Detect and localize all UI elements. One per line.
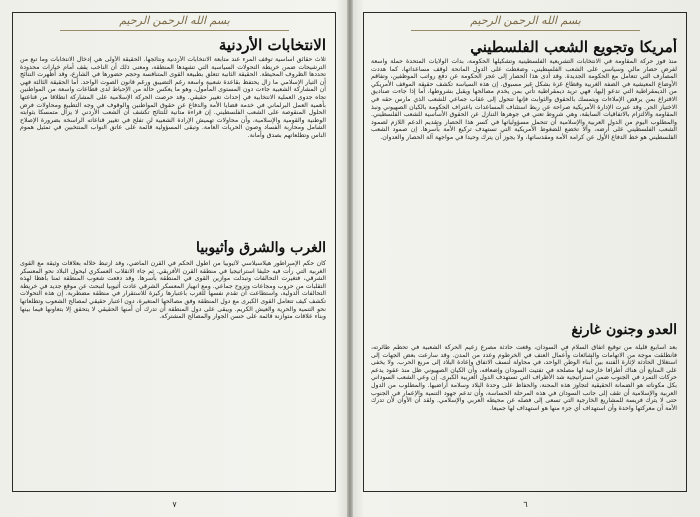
right-basmala-calligraphy: بسم الله الرحمن الرحيم [470,14,581,27]
right-section-2-body: بعد أسابيع قليلة من توقيع اتفاق السلام في السودان، وقعت حادثة مصرع زعيم الحركة الشعبية في تحطم طائرته، فانطلقت موجة من الاتهامات والشائعات وأعمال العنف في الخرطوم وعدد من المدن. وقد سارعت بعض الجهات إلى استغلال الحادثة لإثارة الفتنة بين أبناء الوطن الواحد، في محاولة لنسف الاتفاق وإعادة البلاد إلى مربع الحرب. ولا يخفى على المتابع أن هناك أطرافا خارجية لها مصلحة في تفتيت السودان وإضعافه، وأن الكيان الصهيوني ظل منذ عقود يدعم حركات التمرد في الجنوب ضمن استراتيجية شد الأطراف التي تستهدف الدول العربية الكبرى. إن وعي الشعب السوداني بكل مكوناته هو الضمانة الحقيقية لتجاوز هذه المحنة، والحفاظ على وحدة البلاد وسلامة أراضيها. والمطلوب من الدول العربية والإسلامية أن تقف إلى جانب السودان في هذه المرحلة الحساسة، وأن تدعم جهود التنمية والإعمار في الجنوب حتى لا يترك فريسة للمشاريع الخارجية التي تسعى إلى فصله عن محيطه العربي والإسلامي. ولقد آن الأوان لأن تدرك الأمة أن معركتها واحدة وأن استهداف أي جزء منها هو استهداف لها جميعا. [371,344,677,412]
right-section-1-title: أمريكا وتجويع الشعب الفلسطيني [470,38,677,56]
right-section-1-body: منذ فوز حركة المقاومة في الانتخابات التشريعية الفلسطينية وتشكيلها الحكومة، بدأت الولايات المتحدة حملة واسعة لفرض حصار مالي وسياسي على الشعب الفلسطيني، وضغطت على الدول المانحة لوقف مساعداتها، كما هددت المصارف التي تتعامل مع الحكومة الجديدة. وقد أدى هذا الحصار إلى عجز الحكومة عن دفع رواتب الموظفين، وتفاقم الأوضاع المعيشية في الضفة الغربية وقطاع غزة بشكل غير مسبوق. إن هذه السياسة تكشف حقيقة الموقف الأمريكي من الديمقراطية التي تدعو إليها، فهي تريد ديمقراطية تأتي بمن يخدم مصالحها ويقبل بشروطها، أما إذا جاءت صناديق الاقتراع بمن يرفض الإملاءات ويتمسك بالحقوق والثوابت فإنها تتحول إلى عقاب جماعي للشعب الذي مارس حقه في الاختيار الحر. وقد عبرت الإدارة الأمريكية صراحة عن ربط استئناف المساعدات باعتراف الحكومة بالكيان الصهيوني ونبذ المقاومة والالتزام بالاتفاقيات السابقة، وهي شروط تعني في جوهرها التنازل عن الحقوق الأساسية للشعب الفلسطيني. والمطلوب اليوم من الدول العربية والإسلامية أن تتحمل مسؤولياتها في كسر هذا الحصار وتقديم الدعم اللازم لصمود الشعب الفلسطيني على أرضه، وألا تخضع للضغوط الأمريكية التي تستهدف تركيع الأمة بأسرها. إن صمود الشعب الفلسطيني هو خط الدفاع الأول عن كرامة الأمة ومقدساتها، ولا يجوز أن يترك وحيدا في مواجهة آلة الحصار والعدوان. [371,58,677,141]
left-page [0,0,349,517]
right-page-number: ٦ [523,500,528,509]
left-section-2 [20,240,326,256]
right-section-2 [371,322,677,338]
right-section-1 [371,38,677,56]
right-basmala-rule [411,30,640,31]
left-section-1-body-wrap [20,56,326,234]
right-section-2-body-wrap [371,344,677,482]
left-basmala-rule [60,30,289,31]
left-section-2-title: الغرب والشرق وأثيوبيا [196,240,326,256]
right-page [351,0,700,517]
left-basmala-calligraphy: بسم الله الرحمن الرحيم [119,14,230,27]
right-section-2-title: العدو وجنون غارنغ [571,322,677,338]
left-page-number: ٧ [172,500,177,509]
left-section-1 [20,36,326,54]
left-section-1-body: ثلاث حقائق أساسية توقف المرء عند متابعة الانتخابات الأردنية ونتائجها. الحقيقة الأولى هي إدخال الانتخابات وما تبع من الترشيحات ضمن خريطة التحولات السياسية التي تشهدها المنطقة، ومعنى ذلك أن الناخب يقف أمام خيارات محدودة تحددها الظروف المحيطة. الحقيقة الثانية تتعلق بطبيعة القوى المتنافسة وحجم حضورها في الشارع، وقد أظهرت النتائج أن التيار الإسلامي ما زال يحتفظ بقاعدة شعبية واسعة رغم التضييق ورغم قانون الصوت الواحد. أما الحقيقة الثالثة فهي أن المشاركة الشعبية جاءت دون المستوى المأمول، وهو ما يعكس حالة من الإحباط لدى قطاعات واسعة من المواطنين تجاه جدوى العملية الانتخابية في إحداث تغيير حقيقي. وقد حرصت الحركة الإسلامية على المشاركة انطلاقا من قناعتها بأهمية العمل البرلماني في خدمة قضايا الأمة والدفاع عن حقوق المواطنين والوقوف في وجه التطبيع ومحاولات فرض الحلول المنقوصة على الشعب الفلسطيني. إن قراءة متأنية للنتائج تكشف أن الشعب الأردني لا يزال متمسكا بثوابته الوطنية والقومية والإسلامية، وأن محاولات تهميش الإرادة الشعبية لن تفلح في تغيير قناعاته الراسخة بضرورة الإصلاح الشامل ومحاربة الفساد وصون الحريات العامة. وتبقى المسؤولية قائمة على عاتق النواب المنتخبين في تمثيل هموم الناس وتطلعاتهم بصدق وأمانة. [20,56,326,139]
left-section-2-body: كان حكم الإمبراطور هيلاسيلاسي لأثيوبيا من أطول الحكم في القرن الماضي، وقد ارتبط خلاله بعلاقات وثيقة مع القوى الغربية التي رأت فيه حليفا استراتيجيا في منطقة القرن الأفريقي. ثم جاء الانقلاب العسكري ليحول البلاد نحو المعسكر الشرقي، فتغيرت التحالفات وتبدلت موازين القوى في المنطقة بأسرها. وقد دفعت شعوب المنطقة ثمنا باهظا لهذه التقلبات من حروب ومجاعات ونزوح جماعي. ومع انهيار المعسكر الشرقي عادت أثيوبيا لتبحث عن موقع جديد في خريطة التحالفات الدولية، واستطاعت أن تقدم نفسها للغرب باعتبارها ركيزة للاستقرار في منطقة مضطربة. إن هذه التحولات تكشف كيف تتعامل القوى الكبرى مع دول المنطقة وفق مصالحها المتغيرة، دون اعتبار حقيقي لمصالح الشعوب وتطلعاتها نحو التنمية والحرية والعيش الكريم. ويبقى على دول المنطقة أن تدرك أن أمنها الحقيقي لا يتحقق إلا بتعاونها فيما بينها وبناء علاقات متوازنة قائمة على حسن الجوار والمصالح المشتركة. [20,260,326,321]
left-section-2-body-wrap [20,260,326,482]
right-section-1-body-wrap [371,58,677,316]
left-section-1-title: الانتخابات الأردنية [218,36,326,54]
